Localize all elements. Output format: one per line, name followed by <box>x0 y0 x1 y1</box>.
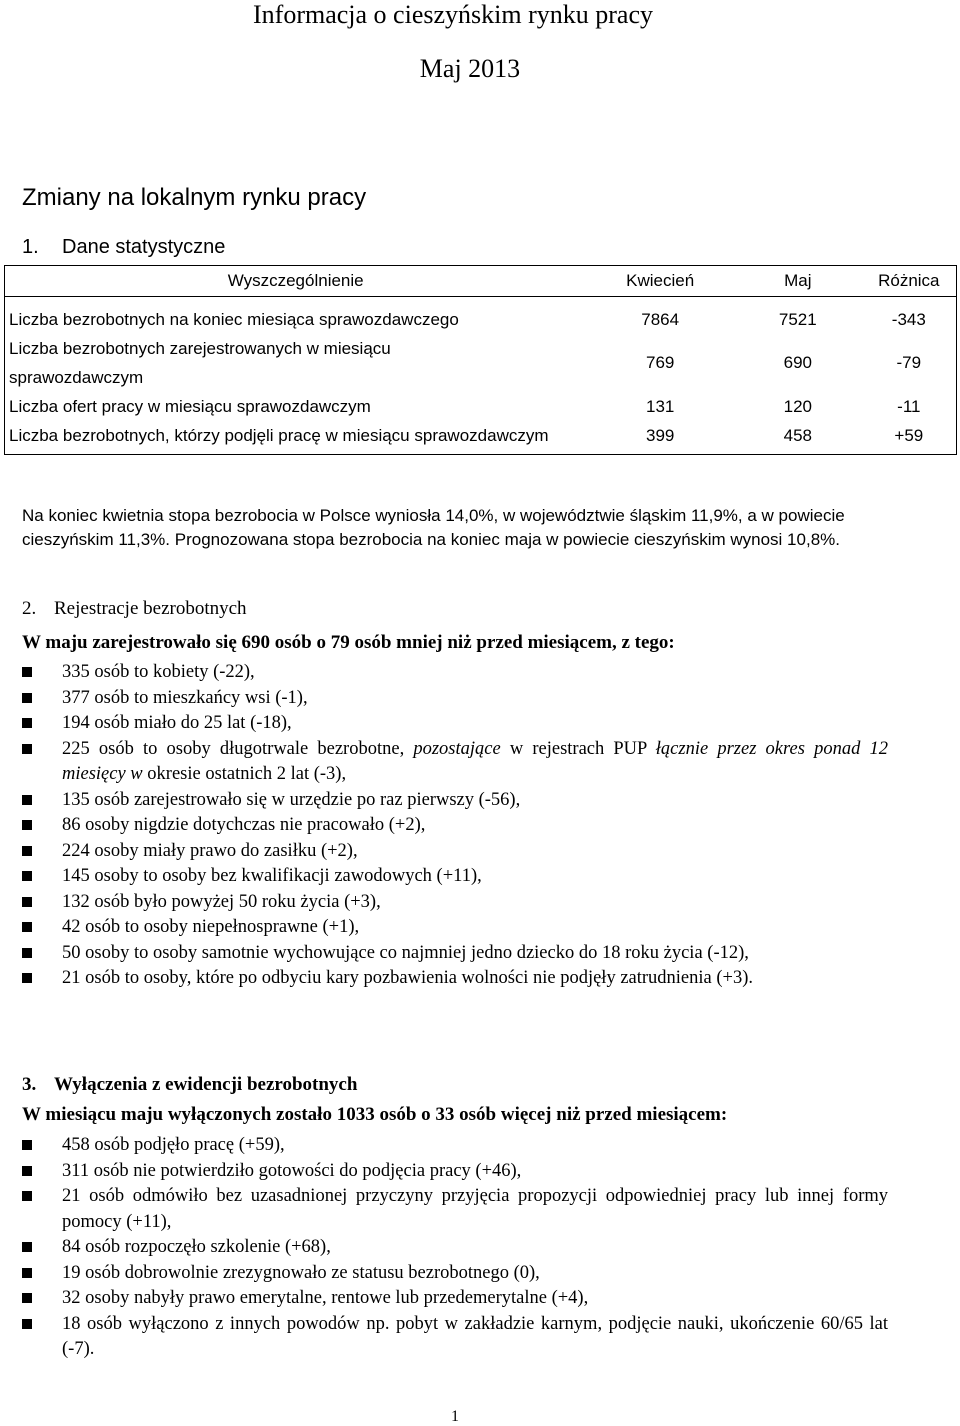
note-line-2: Prognozowana stopa bezrobocia na koniec maja w powiecie cieszyńskim wynosi 10,8%. <box>174 530 840 549</box>
bullet-icon <box>22 1319 32 1329</box>
table-row <box>5 334 957 392</box>
list-item: 84 osób rozpoczęło szkolenie (+68), <box>22 1235 888 1261</box>
bullet-icon <box>22 973 32 983</box>
bullet-icon <box>22 820 32 830</box>
list-item: 377 osób to mieszkańcy wsi (-1), <box>22 686 888 712</box>
section2-title: Rejestracje bezrobotnych <box>54 598 247 619</box>
list-item: 311 osób nie potwierdziło gotowości do podjęcia pracy (+46), <box>22 1159 888 1185</box>
cell-diff: -11 <box>897 396 921 416</box>
cell-may: 458 <box>783 425 812 445</box>
cell-april: 769 <box>645 353 675 372</box>
list-item: 224 osoby miały prawo do zasiłku (+2), <box>22 839 888 865</box>
row-label: Liczba ofert pracy w miesiącu sprawozdawczym <box>9 397 371 416</box>
table-header: Kwiecień <box>586 266 734 297</box>
list-item: 194 osób miało do 25 lat (-18), <box>22 711 888 737</box>
bullet-icon <box>22 1191 32 1201</box>
section3-lead: W miesiącu maju wyłączonych zostało 1033 osób o 33 osób więcej niż przed miesiącem: <box>22 1104 728 1125</box>
registrations-list <box>22 660 888 992</box>
list-item: 19 osób dobrowolnie zrezygnowało ze statusu bezrobotnego (0), <box>22 1261 888 1287</box>
table-header: Wyszczególnienie <box>5 266 587 297</box>
bullet-icon <box>22 744 32 754</box>
bullet-icon <box>22 897 32 907</box>
bullet-icon <box>22 1242 32 1252</box>
deregistrations-list <box>22 1133 888 1363</box>
table-header: Maj <box>734 266 862 297</box>
list-item: 32 osoby nabyły prawo emerytalne, rentowe lub przedemerytalne (+4), <box>22 1286 888 1312</box>
page-subtitle: Maj 2013 <box>419 54 521 83</box>
page-number: 1 <box>451 1408 459 1425</box>
cell-april: 399 <box>645 425 675 445</box>
list-item: 458 osób podjęło pracę (+59), <box>22 1133 888 1159</box>
note-line-1: Na koniec kwietnia stopa bezrobocia w Polsce wyniosła 14,0%, w województwie śląskim 11,9%, a w powiecie cieszyńskim 11,3%. <box>22 506 845 549</box>
list-item: 50 osoby to osoby samotnie wychowujące co najmniej jedno dziecko do 18 roku życia (-12), <box>22 941 888 967</box>
bullet-icon <box>22 922 32 932</box>
table-row <box>5 392 957 421</box>
bullet-icon <box>22 871 32 881</box>
table-row <box>5 421 957 455</box>
list-item: 145 osoby to osoby bez kwalifikacji zawodowych (+11), <box>22 864 888 890</box>
list-item: 225 osób to osoby długotrwale bezrobotne, pozostające w rejestrach PUP łącznie przez okres ponad 12 miesięcy w okresie ostatnich 2 lat (-3), <box>22 737 888 788</box>
list-item: 21 osób to osoby, które po odbyciu kary pozbawienia wolności nie podjęły zatrudnienia (+3). <box>22 966 888 992</box>
list-item: 335 osób to kobiety (-22), <box>22 660 888 686</box>
bullet-icon <box>22 1268 32 1278</box>
list-item: 135 osób zarejestrowało się w urzędzie po raz pierwszy (-56), <box>22 788 888 814</box>
list-item: 86 osoby nigdzie dotychczas nie pracowało (+2), <box>22 813 888 839</box>
bullet-icon <box>22 693 32 703</box>
table-header: Różnica <box>862 266 957 297</box>
bullet-icon <box>22 1166 32 1176</box>
table-header-row <box>5 266 957 297</box>
cell-diff: -343 <box>891 309 926 329</box>
page-title: Informacja o cieszyńskim rynku pracy <box>253 0 653 29</box>
section3-heading <box>22 1074 357 1096</box>
bullet-icon <box>22 948 32 958</box>
section1-title: Dane statystyczne <box>62 236 226 258</box>
section1-heading <box>22 236 225 259</box>
cell-diff: -79 <box>896 353 922 372</box>
unemployment-rate-note <box>22 504 892 552</box>
section2-lead: W maju zarejestrowało się 690 osób o 79 osób mniej niż przed miesiącem, z tego: <box>22 632 675 653</box>
list-item: 18 osób wyłączono z innych powodów np. pobyt w zakładzie karnym, podjęcie nauki, ukończenie 60/65 lat (-7). <box>22 1312 888 1363</box>
statistics-table <box>4 265 957 455</box>
cell-may: 7521 <box>778 309 817 329</box>
cell-april: 131 <box>645 396 675 416</box>
cell-diff: +59 <box>894 425 924 445</box>
bullet-icon <box>22 1293 32 1303</box>
cell-may: 120 <box>783 396 812 416</box>
section3-number: 3. <box>22 1074 37 1095</box>
row-label: Liczba bezrobotnych, którzy podjęli pracę w miesiącu sprawozdawczym <box>9 426 549 445</box>
list-item: 21 osób odmówiło bez uzasadnionej przyczyny przyjęcia propozycji odpowiedniej pracy lub innej formy pomocy (+11), <box>22 1184 888 1235</box>
cell-april: 7864 <box>641 309 680 329</box>
bullet-icon <box>22 1140 32 1150</box>
bullet-icon <box>22 846 32 856</box>
list-item: 132 osób było powyżej 50 roku życia (+3), <box>22 890 888 916</box>
row-label: Liczba bezrobotnych na koniec miesiąca sprawozdawczego <box>9 310 459 329</box>
list-item: 42 osób to osoby niepełnosprawne (+1), <box>22 915 888 941</box>
bullet-icon <box>22 667 32 677</box>
table-row <box>5 297 957 335</box>
section2-number: 2. <box>22 598 37 619</box>
section2-heading <box>22 598 247 620</box>
bullet-icon <box>22 718 32 728</box>
section-heading: Zmiany na lokalnym rynku pracy <box>22 184 367 211</box>
section1-number: 1. <box>22 236 39 258</box>
bullet-icon <box>22 795 32 805</box>
row-label: Liczba bezrobotnych zarejestrowanych w miesiącu sprawozdawczym <box>9 339 391 387</box>
cell-may: 690 <box>783 353 812 372</box>
section3-title: Wyłączenia z ewidencji bezrobotnych <box>54 1074 358 1095</box>
